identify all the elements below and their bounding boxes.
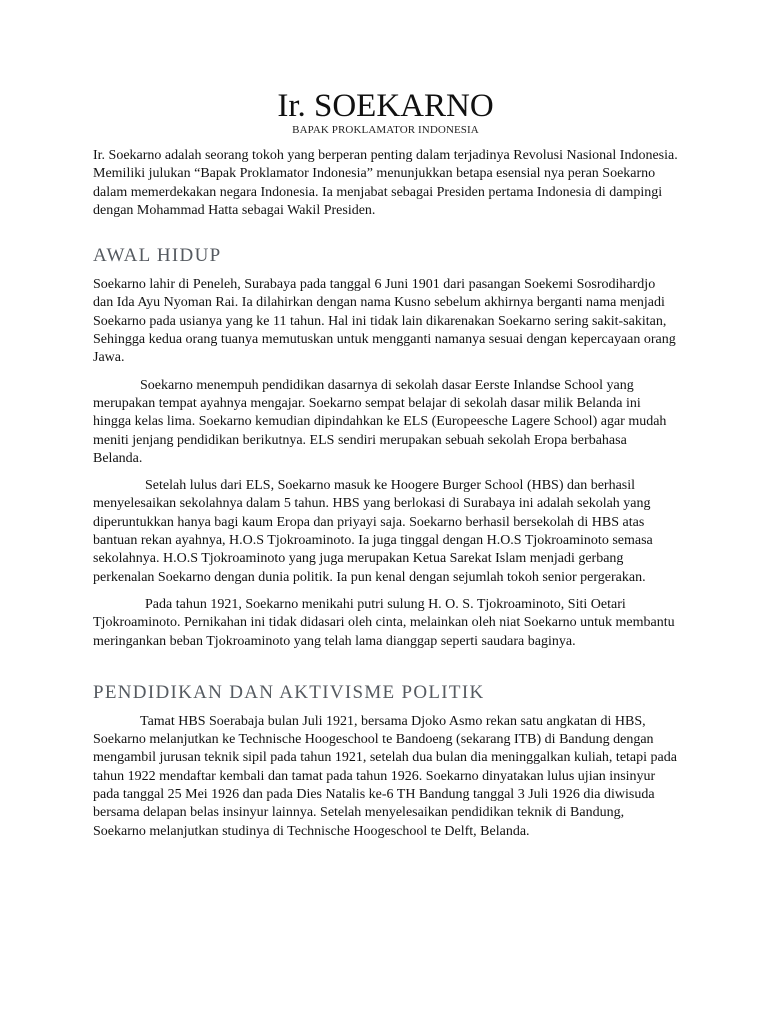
- document-subtitle: BAPAK PROKLAMATOR INDONESIA: [292, 124, 479, 136]
- paragraph: Setelah lulus dari ELS, Soekarno masuk ke Hoogere Burger School (HBS) dan berhasil menyelesaikan sekolahnya dalam 5 tahun. HBS yang berlokasi di Surabaya ini adalah sekolah yang diperuntukkan hanya bagi kaum Eropa dan priyayi saja. Soekarno berhasil bersekolah di HBS atas bantuan rekan ayahnya, H.O.S Tjokroaminoto. Ia juga tinggal dengan H.O.S Tjokroaminoto semasa sekolahnya. H.O.S Tjokroaminoto yang juga merupakan Ketua Sarekat Islam menjadi gerbang perkenalan Soekarno dengan dunia politik. Ia pun kenal dengan sejumlah tokoh senior pergerakan.: [93, 478, 653, 585]
- section-heading-pendidikan: PENDIDIKAN DAN AKTIVISME POLITIK: [93, 681, 485, 703]
- intro-paragraph: Ir. Soekarno adalah seorang tokoh yang berperan penting dalam terjadinya Revolusi Nasional Indonesia. Memiliki julukan “Bapak Proklamator Indonesia” menunjukkan betapa esensial nya peran Soekarno dalam memerdekakan negara Indonesia. Ia menjabat sebagai Presiden pertama Indonesia di dampingi dengan Mohammad Hatta sebagai Wakil Presiden.: [93, 148, 678, 218]
- paragraph: Soekarno menempuh pendidikan dasarnya di sekolah dasar Eerste Inlandse School yang merupakan tempat ayahnya mengajar. Soekarno sempat belajar di sekolah dasar milik Belanda ini hingga kelas lima. Soekarno kemudian dipindahkan ke ELS (Europeesche Lagere School) agar mudah meniti jenjang pendidikan berikutnya. ELS sendiri merupakan sebuah sekolah Eropa berbahasa Belanda.: [93, 377, 667, 466]
- paragraph: Soekarno lahir di Peneleh, Surabaya pada tanggal 6 Juni 1901 dari pasangan Soekemi Sosrodihardjo dan Ida Ayu Nyoman Rai. Ia dilahirkan dengan nama Kusno sebelum akhirnya berganti nama menjadi Soekarno pada usianya yang ke 11 tahun. Hal ini tidak lain dikarenakan Soekarno sering sakit-sakitan, Sehingga kedua orang tuanya memutuskan untuk mengganti namanya sesuai dengan kepercayaan orang Jawa.: [93, 277, 676, 366]
- document-page: [93, 88, 678, 850]
- paragraph: Tamat HBS Soerabaja bulan Juli 1921, bersama Djoko Asmo rekan satu angkatan di HBS, Soekarno melanjutkan ke Technische Hoogeschool te Bandoeng (sekarang ITB) di Bandung dengan mengambil jurusan teknik sipil pada tahun 1921, setelah dua bulan dia meninggalkan kuliah, tetapi pada tahun 1922 mendaftar kembali dan tamat pada tahun 1926. Soekarno dinyatakan lulus ujian insinyur pada tanggal 25 Mei 1926 dan pada Dies Natalis ke-6 TH Bandung tanggal 3 Juli 1926 dia diwisuda bersama delapan belas insinyur lainnya. Setelah menyelesaikan pendidikan teknik di Bandung, Soekarno melanjutkan studinya di Technische Hoogeschool te Delft, Belanda.: [93, 713, 677, 839]
- section-heading-awal-hidup: AWAL HIDUP: [93, 245, 222, 267]
- paragraph: Pada tahun 1921, Soekarno menikahi putri sulung H. O. S. Tjokroaminoto, Siti Oetari Tjokroaminoto. Pernikahan ini tidak didasari oleh cinta, melainkan oleh niat Soekarno untuk membantu meringankan beban Tjokroaminoto yang telah lama dianggap seperti saudara baginya.: [93, 596, 675, 649]
- document-title: Ir. SOEKARNO: [277, 88, 494, 124]
